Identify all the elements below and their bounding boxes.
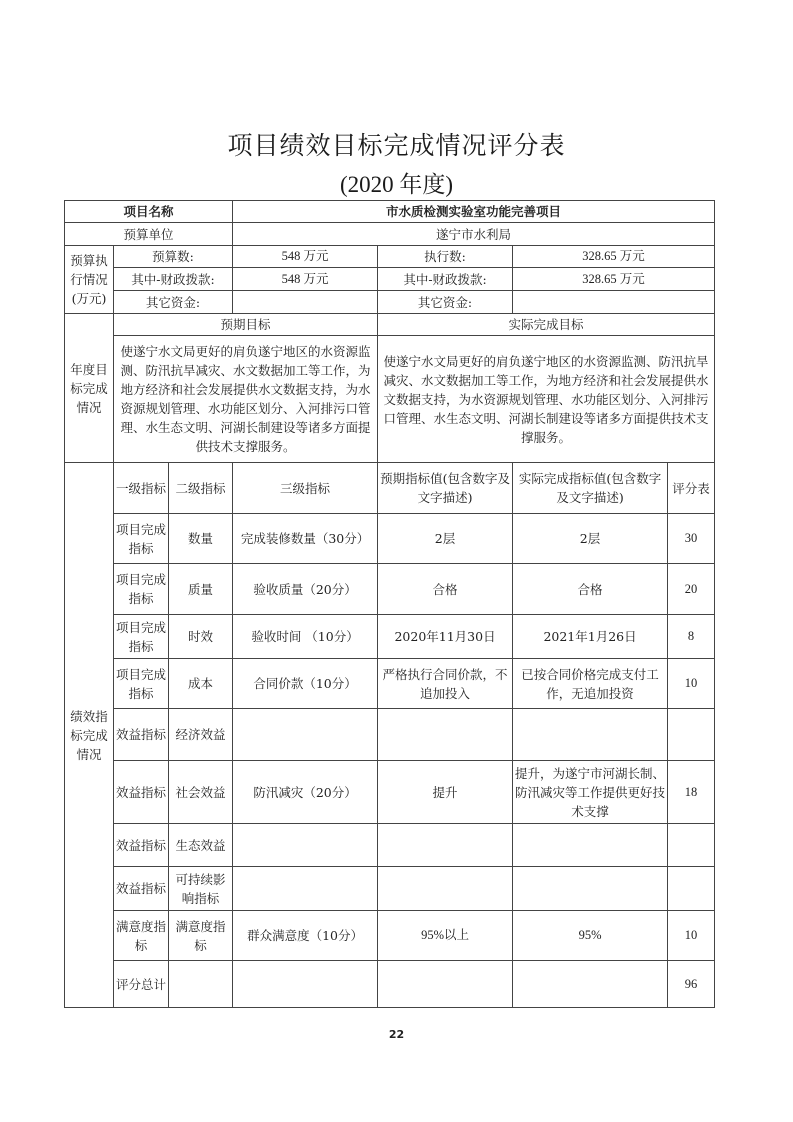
indicator-expected [378, 709, 513, 761]
indicator-level2: 数量 [169, 514, 233, 564]
fiscal-row [65, 268, 715, 291]
indicator-row [65, 911, 715, 961]
indicator-level3 [233, 709, 378, 761]
indicator-level2: 可持续影响指标 [169, 867, 233, 911]
actual-goal-header: 实际完成目标 [378, 314, 715, 336]
indicator-expected: 95%以上 [378, 911, 513, 961]
indicator-level2 [169, 961, 233, 1008]
header-level1: 一级指标 [114, 463, 169, 514]
indicator-score: 8 [668, 615, 715, 659]
indicator-level1: 效益指标 [114, 709, 169, 761]
indicator-level3: 完成装修数量（30分） [233, 514, 378, 564]
indicator-actual [513, 961, 668, 1008]
goal-text-row [65, 336, 715, 463]
indicator-row [65, 761, 715, 824]
indicator-level3 [233, 961, 378, 1008]
total-score-row [65, 961, 715, 1008]
indicator-expected [378, 867, 513, 911]
indicator-level2: 成本 [169, 659, 233, 709]
indicator-level1: 项目完成指标 [114, 615, 169, 659]
annual-goal-section-label: 年度目标完成情况 [65, 314, 114, 463]
indicator-row [65, 867, 715, 911]
project-name-row [65, 201, 715, 223]
indicator-actual [513, 824, 668, 867]
indicator-row [65, 514, 715, 564]
indicator-expected: 2层 [378, 514, 513, 564]
indicator-level3: 验收时间 （10分） [233, 615, 378, 659]
exec-label: 执行数: [378, 246, 513, 268]
document-title: 项目绩效目标完成情况评分表 [227, 131, 566, 160]
indicator-score: 18 [668, 761, 715, 824]
page-number: 22 [388, 1028, 405, 1041]
expected-goal-header: 预期目标 [114, 314, 378, 336]
indicator-level1: 项目完成指标 [114, 514, 169, 564]
indicator-level1: 项目完成指标 [114, 564, 169, 615]
expected-goal-text: 使遂宁水文局更好的肩负遂宁地区的水资源监测、防汛抗旱减灾、水文数据加工等工作，为地方经济和社会发展提供水文数据支持，为水资源规划管理、水功能区划分、入河排污口管理、水生态文明、河湖长制建设等诸多方面提供技术支撑服务。 [114, 336, 378, 463]
budget-row [65, 246, 715, 268]
indicator-level2: 经济效益 [169, 709, 233, 761]
indicator-level3: 验收质量（20分） [233, 564, 378, 615]
budget-unit-row [65, 223, 715, 246]
indicator-level2: 时效 [169, 615, 233, 659]
indicator-expected: 严格执行合同价款，不追加投入 [378, 659, 513, 709]
budget-label: 预算数: [114, 246, 233, 268]
indicator-actual: 2层 [513, 514, 668, 564]
budget-section-label: 预算执行情况(万元) [65, 246, 114, 314]
indicator-level1: 项目完成指标 [114, 659, 169, 709]
other-value [233, 291, 378, 314]
indicator-level2: 满意度指标 [169, 911, 233, 961]
header-level3: 三级指标 [233, 463, 378, 514]
fiscal-label: 其中-财政拨款: [114, 268, 233, 291]
indicator-score: 10 [668, 911, 715, 961]
other-exec-value [513, 291, 715, 314]
indicator-score: 30 [668, 514, 715, 564]
indicator-header-row [65, 463, 715, 514]
indicator-expected [378, 961, 513, 1008]
indicator-level1: 满意度指标 [114, 911, 169, 961]
indicator-level1: 效益指标 [114, 761, 169, 824]
other-exec-label: 其它资金: [378, 291, 513, 314]
fiscal-exec-value: 328.65 万元 [513, 268, 715, 291]
indicator-actual [513, 709, 668, 761]
fiscal-exec-label: 其中-财政拨款: [378, 268, 513, 291]
indicator-expected: 2020年11月30日 [378, 615, 513, 659]
budget-value: 548 万元 [233, 246, 378, 268]
other-funds-row [65, 291, 715, 314]
indicator-score [668, 867, 715, 911]
indicator-level3: 合同价款（10分） [233, 659, 378, 709]
goal-header-row [65, 314, 715, 336]
indicator-score [668, 709, 715, 761]
document-subtitle: (2020 年度) [339, 172, 454, 197]
project-name-label: 项目名称 [65, 201, 233, 223]
exec-value: 328.65 万元 [513, 246, 715, 268]
indicator-section-label: 绩效指标完成情况 [65, 463, 114, 1008]
fiscal-value: 548 万元 [233, 268, 378, 291]
indicator-level3: 防汛减灾（20分） [233, 761, 378, 824]
budget-unit-label: 预算单位 [65, 223, 233, 246]
indicator-actual: 合格 [513, 564, 668, 615]
indicator-level2: 社会效益 [169, 761, 233, 824]
indicator-score: 20 [668, 564, 715, 615]
indicator-expected: 提升 [378, 761, 513, 824]
indicator-level2: 质量 [169, 564, 233, 615]
project-name-value: 市水质检测实验室功能完善项目 [233, 201, 715, 223]
indicator-row [65, 615, 715, 659]
indicator-row [65, 659, 715, 709]
indicator-actual: 提升，为遂宁市河湖长制、防汛减灾等工作提供更好技术支撑 [513, 761, 668, 824]
actual-goal-text: 使遂宁水文局更好的肩负遂宁地区的水资源监测、防汛抗旱减灾、水文数据加工等工作，为地方经济和社会发展提供水文数据支持，为水资源规划管理、水功能区划分、入河排污口管理、水生态文明、河湖长制建设等诸多方面提供技术支撑服务。 [378, 336, 715, 463]
total-score-value: 96 [668, 961, 715, 1008]
indicator-expected [378, 824, 513, 867]
indicator-level1: 效益指标 [114, 824, 169, 867]
indicator-actual: 95% [513, 911, 668, 961]
indicator-actual: 2021年1月26日 [513, 615, 668, 659]
indicator-actual [513, 867, 668, 911]
header-level2: 二级指标 [169, 463, 233, 514]
indicator-score [668, 824, 715, 867]
header-expected: 预期指标值(包含数字及文字描述) [378, 463, 513, 514]
indicator-level3: 群众满意度（10分） [233, 911, 378, 961]
indicator-expected: 合格 [378, 564, 513, 615]
total-score-label: 评分总计 [114, 961, 169, 1008]
header-actual: 实际完成指标值(包含数字及文字描述) [513, 463, 668, 514]
evaluation-table [64, 200, 715, 1008]
indicator-score: 10 [668, 659, 715, 709]
indicator-level2: 生态效益 [169, 824, 233, 867]
indicator-level3 [233, 824, 378, 867]
indicator-actual: 已按合同价格完成支付工作，无追加投资 [513, 659, 668, 709]
indicator-row [65, 709, 715, 761]
header-score: 评分表 [668, 463, 715, 514]
budget-unit-value: 遂宁市水利局 [233, 223, 715, 246]
indicator-level1: 效益指标 [114, 867, 169, 911]
indicator-row [65, 564, 715, 615]
indicator-level3 [233, 867, 378, 911]
indicator-row [65, 824, 715, 867]
other-label: 其它资金: [114, 291, 233, 314]
